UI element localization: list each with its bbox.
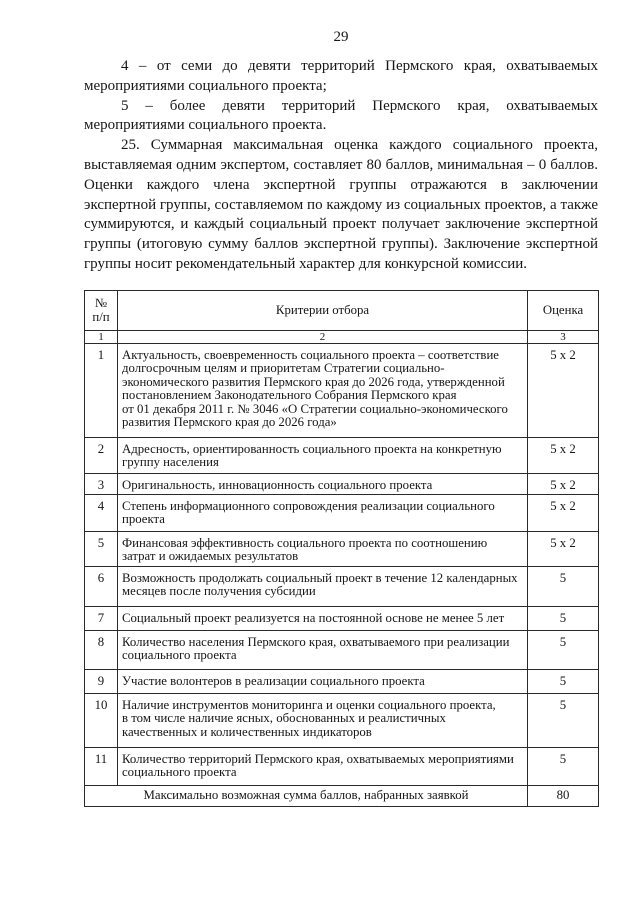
score-cell: 5 [528, 567, 599, 607]
criteria-table-total [85, 786, 599, 807]
total-score: 80 [528, 786, 599, 807]
score-cell: 5 [528, 694, 599, 748]
criterion-text-line: экономического развития Пермского края до 2026 года, утвержденной [122, 374, 505, 389]
criterion-text-line: месяцев после получения субсидии [122, 584, 316, 599]
score-cell: 5 [528, 670, 599, 694]
criterion-text-line: Возможность продолжать социальный проект в течение 12 календарных [122, 571, 518, 585]
criterion-text-line: Адресность, ориентированность социального проекта на конкретную [122, 442, 502, 456]
score-cell: 5 [528, 631, 599, 670]
criterion-text-line: в том числе наличие ясных, обоснованных и реалистичных [122, 711, 446, 726]
criterion-text-line: Количество территорий Пермского края, охватываемых мероприятиями [122, 752, 514, 766]
criteria-table-head [85, 291, 599, 344]
total-row [85, 786, 599, 807]
text-line: Оценки каждого члена экспертной группы отражаются в заключении [84, 176, 598, 193]
criterion-text-line: Оригинальность, инновационность социального проекта [122, 478, 433, 492]
row-number-cell: 6 [85, 567, 118, 607]
total-label: Максимально возможная сумма баллов, набранных заявкой [85, 786, 528, 807]
text-line: экспертной группы, составляемом по каждому из социальных проектов, а также [84, 196, 598, 213]
text-line: 25. Суммарная максимальная оценка каждого социального проекта, [121, 137, 598, 154]
criteria-row [85, 748, 599, 786]
column-number: 2 [118, 331, 528, 344]
criterion-text-line: от 01 декабря 2011 г. № 3046 «О Стратегии социально-экономического [122, 401, 508, 416]
criteria-row [85, 495, 599, 532]
row-number-cell: 5 [85, 532, 118, 567]
column-number: 3 [528, 331, 599, 344]
header-number-abbrev: п/п [92, 309, 110, 324]
criteria-row [85, 438, 599, 474]
header-criteria: Критерии отбора [118, 291, 528, 331]
score-cell: 5 х 2 [528, 495, 599, 532]
page-number: 29 [333, 29, 349, 45]
row-number-cell: 8 [85, 631, 118, 670]
criterion-text-line: Степень информационного сопровождения реализации социального [122, 499, 495, 513]
criterion-text-line: Актуальность, своевременность социального проекта – соответствие [122, 348, 499, 362]
criterion-text-line: Участие волонтеров в реализации социального проекта [122, 674, 425, 688]
criteria-row [85, 670, 599, 694]
column-number-row [85, 331, 599, 344]
paragraph [84, 136, 598, 275]
score-cell: 5 [528, 607, 599, 631]
criterion-text-line: Наличие инструментов мониторинга и оценки социального проекта, [122, 698, 496, 712]
header-row [85, 291, 599, 331]
header-number-symbol: № [94, 296, 108, 311]
criteria-row [85, 474, 599, 495]
criterion-cell [118, 438, 528, 474]
criterion-cell [118, 607, 528, 631]
criterion-cell [118, 474, 528, 495]
paragraph [84, 97, 598, 137]
score-cell: 5 х 2 [528, 532, 599, 567]
criteria-table [84, 290, 599, 807]
score-cell: 5 х 2 [528, 438, 599, 474]
criteria-row [85, 694, 599, 748]
criterion-cell [118, 495, 528, 532]
criteria-row [85, 567, 599, 607]
criterion-text-line: социального проекта [122, 765, 237, 780]
criteria-row [85, 344, 599, 438]
criterion-text-line: проекта [122, 512, 165, 527]
criterion-cell [118, 748, 528, 786]
header-score: Оценка [528, 291, 599, 331]
criterion-text-line: Количество населения Пермского края, охватываемого при реализации [122, 635, 510, 649]
row-number-cell: 7 [85, 607, 118, 631]
row-number-cell: 11 [85, 748, 118, 786]
criterion-text-line: Социальный проект реализуется на постоянной основе не менее 5 лет [122, 611, 505, 625]
criterion-text-line: Финансовая эффективность социального проекта по соотношению [122, 536, 488, 550]
score-cell: 5 [528, 748, 599, 786]
text-line: мероприятиями социального проекта; [84, 77, 327, 94]
text-line: группы (итоговую сумму баллов экспертной группы). Заключение экспертной [84, 236, 598, 253]
row-number-cell: 10 [85, 694, 118, 748]
row-number-cell: 4 [85, 495, 118, 532]
criterion-text-line: группу населения [122, 455, 219, 470]
text-line: суммируются, и каждый социальный проект получает заключение экспертной [84, 216, 598, 233]
criterion-cell [118, 567, 528, 607]
row-number-cell: 3 [85, 474, 118, 495]
criterion-text-line: долгосрочным целям и приоритетам Стратегии социально- [122, 361, 445, 376]
paragraph [84, 57, 598, 97]
row-number-cell: 9 [85, 670, 118, 694]
criterion-cell [118, 344, 528, 438]
score-cell: 5 х 2 [528, 474, 599, 495]
criteria-table-body [85, 344, 599, 786]
header-number [85, 291, 118, 331]
criterion-text-line: качественных и количественных индикаторов [122, 724, 372, 739]
text-line: выставляемая одним экспертом, составляет 80 баллов, минимальная – 0 баллов. [84, 156, 598, 173]
body-text [84, 57, 598, 275]
text-line: группы носит рекомендательный характер для конкурсной комиссии. [84, 255, 528, 272]
criterion-text-line: социального проекта [122, 648, 237, 663]
text-line: 5 – более девяти территорий Пермского края, охватываемых [121, 97, 598, 114]
criterion-cell [118, 694, 528, 748]
criterion-cell [118, 532, 528, 567]
criteria-row [85, 532, 599, 567]
row-number-cell: 1 [85, 344, 118, 438]
criteria-row [85, 631, 599, 670]
criterion-text-line: затрат и ожидаемых результатов [122, 549, 299, 564]
criterion-cell [118, 631, 528, 670]
column-number: 1 [85, 331, 118, 344]
text-line: 4 – от семи до девяти территорий Пермского края, охватываемых [121, 58, 598, 74]
text-line: мероприятиями социального проекта. [84, 117, 327, 134]
score-cell: 5 х 2 [528, 344, 599, 438]
criterion-text-line: постановлением Законодательного Собрания Пермского края [122, 388, 457, 403]
criterion-text-line: развития Пермского края до 2026 года» [122, 415, 337, 430]
criteria-row [85, 607, 599, 631]
row-number-cell: 2 [85, 438, 118, 474]
criterion-cell [118, 670, 528, 694]
